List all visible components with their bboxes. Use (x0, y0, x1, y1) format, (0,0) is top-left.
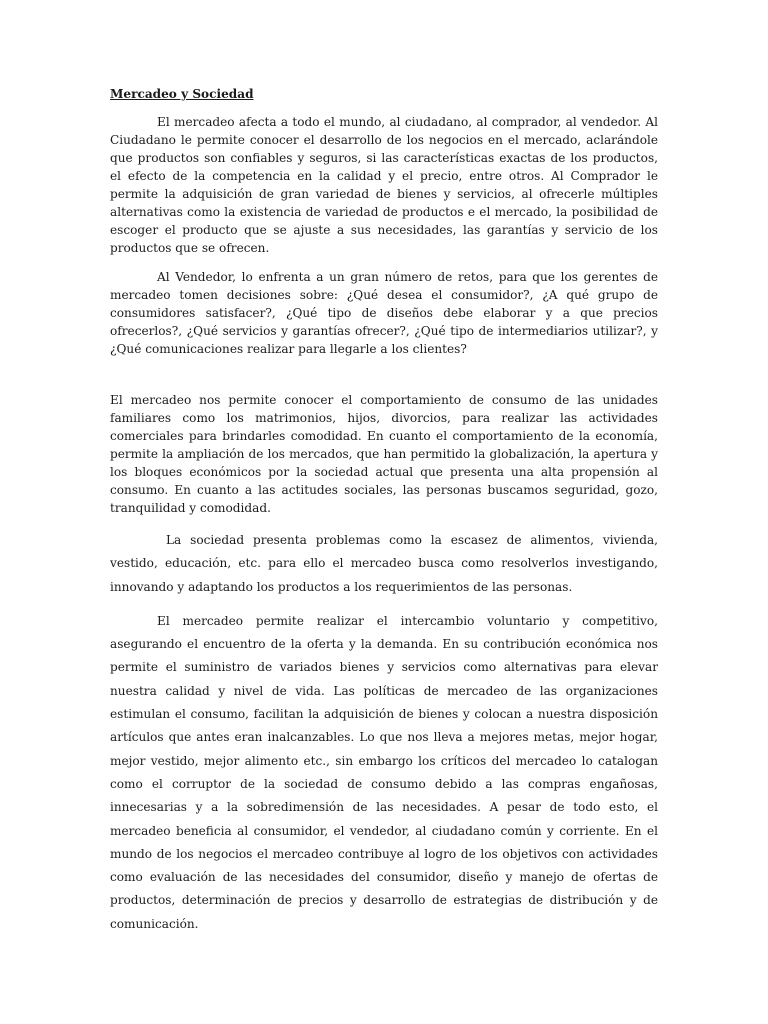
paragraph-problemas-sociedad: La sociedad presenta problemas como la escasez de alimentos, vivienda, vestido, educación, etc. para ello el mercadeo busca como resolverlos investigando, innovando y adaptando los productos a los requerimientos de las personas. (110, 533, 658, 594)
paragraph-ciudadano-comprador: El mercadeo afecta a todo el mundo, al ciudadano, al comprador, al vendedor. Al Ciudadano le permite conocer el desarrollo de los negocios en el mercado, aclarándole que productos son confiables y seguros, si las características exactas de los productos, el efecto de la competencia en la calidad y el precio, entre otros. Al Comprador le permite la adquisición de gran variedad de bienes y servicios, al ofrecerle múltiples alternativas como la existencia de variedad de productos e el mercado, la posibilidad de escoger el producto que se ajuste a sus necesidades, las garantías y servicio de los productos que se ofrecen. (110, 115, 658, 255)
paragraph-vendedor: Al Vendedor, lo enfrenta a un gran número de retos, para que los gerentes de mercadeo tomen decisiones sobre: ¿Qué desea el consumidor?, ¿A qué grupo de consumidores satisfacer?, ¿Qué tipo de diseños debe elaborar y a que precios ofrecerlos?, ¿Qué servicios y garantías ofrecer?, ¿Qué tipo de intermediarios utilizar?, y ¿Qué comunicaciones realizar para llegarle a los clientes? (110, 270, 658, 356)
paragraph-comportamiento-consumo: El mercadeo nos permite conocer el comportamiento de consumo de las unidades familiares como los matrimonios, hijos, divorcios, para realizar las actividades comerciales para brindarles comodidad. En cuanto el comportamiento de la economía, permite la ampliación de los mercados, que han permitido la globalización, la apertura y los bloques económicos por la sociedad actual que presenta una alta propensión al consumo. En cuanto a las actitudes sociales, las personas buscamos seguridad, gozo, tranquilidad y comodidad. (110, 393, 658, 515)
paragraph-intercambio-voluntario: El mercadeo permite realizar el intercambio voluntario y competitivo, asegurando el encuentro de la oferta y la demanda. En su contribución económica nos permite el suministro de variados bienes y servicios como alternativas para elevar nuestra calidad y nivel de vida. Las políticas de mercadeo de las organizaciones estimulan el consumo, facilitan la adquisición de bienes y colocan a nuestra disposición artículos que antes eran inalcanzables. Lo que nos lleva a mejores metas, mejor hogar, mejor vestido, mejor alimento etc., sin embargo los críticos del mercadeo lo catalogan como el corruptor de la sociedad de consumo debido a las compras engañosas, innecesarias y a la sobredimensión de las necesidades. A pesar de todo esto, el mercadeo beneficia al consumidor, el vendedor, al ciudadano común y corriente. En el mundo de los negocios el mercadeo contribuye al logro de los objetivos con actividades como evaluación de las necesidades del consumidor, diseño y manejo de ofertas de productos, determinación de precios y desarrollo de estrategias de distribución y de comunicación. (110, 613, 658, 931)
document-page (110, 86, 658, 936)
document-title: Mercadeo y Sociedad (110, 87, 254, 101)
